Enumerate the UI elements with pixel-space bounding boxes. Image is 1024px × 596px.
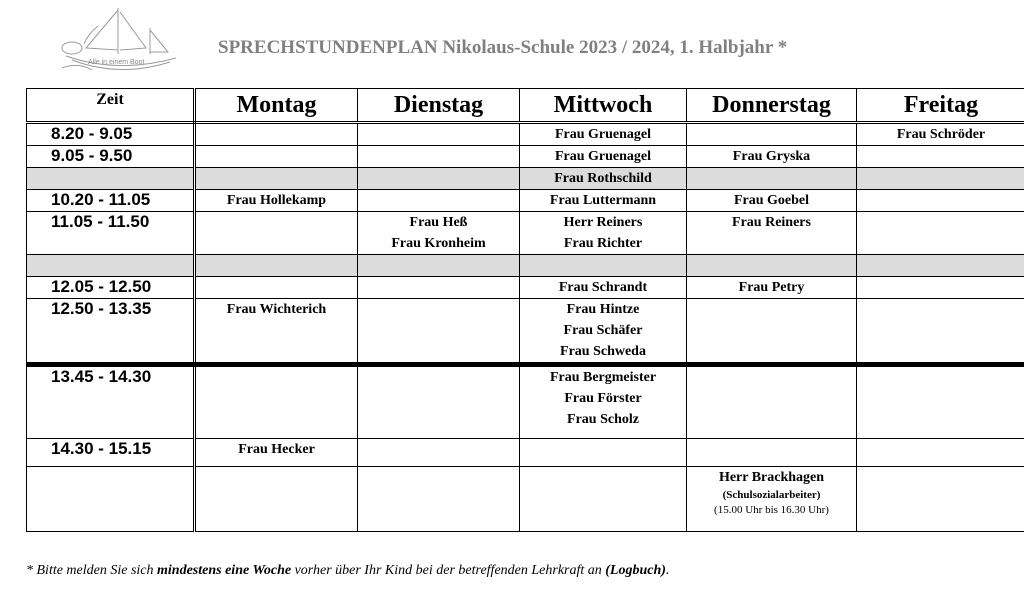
special-hours: (15.00 Uhr bis 16.30 Uhr) (714, 504, 829, 516)
special-name: Herr Brackhagen (718, 470, 825, 485)
table-row (27, 277, 1024, 299)
table-row (27, 299, 1024, 365)
schedule-cell (195, 439, 358, 467)
schedule-cell (857, 146, 1024, 168)
schedule-cell (520, 168, 687, 190)
footnote (26, 563, 669, 579)
time-cell: 10.20 - 11.05 (27, 190, 195, 212)
schedule-cell (857, 123, 1024, 146)
schedule-cell (358, 365, 520, 439)
schedule-cell (195, 299, 358, 365)
time-cell: 14.30 - 15.15 (27, 439, 195, 467)
footnote-text-2: vorher über Ihr Kind bei der betreffenden Lehrkraft an (291, 563, 606, 578)
schedule-cell (520, 277, 687, 299)
time-cell: 9.05 - 9.50 (27, 146, 195, 168)
column-header-montag: Montag (195, 89, 358, 123)
schedule-cell (520, 255, 687, 277)
schedule-cell (520, 439, 687, 467)
schedule-cell (857, 212, 1024, 255)
teacher-name: Frau Scholz (567, 412, 639, 427)
table-row (27, 168, 1024, 190)
schedule-cell (520, 123, 687, 146)
time-cell: 11.05 - 11.50 (27, 212, 195, 255)
table-row (27, 467, 1024, 532)
school-logo (58, 4, 184, 76)
teacher-name: Frau Förster (564, 391, 642, 406)
teacher-name: Frau Bergmeister (549, 370, 657, 385)
teacher-name: Frau Petry (738, 280, 805, 295)
teacher-name: Frau Gruenagel (554, 149, 652, 164)
logo-text: Alle in einem Boot (88, 59, 145, 66)
column-header-donnerstag: Donnerstag (687, 89, 857, 123)
schedule-cell (358, 190, 520, 212)
schedule-cell (195, 190, 358, 212)
column-header-mittwoch: Mittwoch (520, 89, 687, 123)
schedule-cell (520, 190, 687, 212)
schedule-cell (358, 212, 520, 255)
table-row (27, 212, 1024, 255)
time-cell: 12.50 - 13.35 (27, 299, 195, 365)
teacher-name: Herr Reiners (563, 215, 643, 230)
teacher-name: Frau Schrandt (558, 280, 648, 295)
schedule-cell (358, 123, 520, 146)
schedule-cell (358, 299, 520, 365)
schedule-cell (195, 146, 358, 168)
teacher-name: Frau Heß (409, 215, 468, 230)
table-row (27, 190, 1024, 212)
column-header-zeit: Zeit (27, 89, 195, 123)
teacher-name: Frau Schäfer (563, 323, 643, 338)
schedule-cell (195, 123, 358, 146)
schedule-cell (520, 467, 687, 532)
schedule-cell (857, 168, 1024, 190)
schedule-cell (687, 277, 857, 299)
teacher-name: Frau Hintze (566, 302, 640, 317)
schedule-cell (687, 123, 857, 146)
schedule-cell (857, 439, 1024, 467)
schedule-cell (520, 365, 687, 439)
table-row (27, 365, 1024, 439)
schedule-cell (195, 212, 358, 255)
schedule-cell (687, 146, 857, 168)
schedule-cell (520, 212, 687, 255)
schedule-cell (195, 467, 358, 532)
schedule-cell (857, 299, 1024, 365)
table-row (27, 123, 1024, 146)
schedule-cell (358, 146, 520, 168)
table-row (27, 146, 1024, 168)
footnote-text-1: * Bitte melden Sie sich (26, 563, 158, 578)
schedule-cell (358, 439, 520, 467)
table-row (27, 255, 1024, 277)
column-header-dienstag: Dienstag (358, 89, 520, 123)
schedule-cell (195, 277, 358, 299)
teacher-name: Frau Hecker (238, 442, 315, 457)
schedule-cell (358, 467, 520, 532)
time-cell: 13.45 - 14.30 (27, 365, 195, 439)
schedule-cell (687, 255, 857, 277)
schedule-cell (520, 146, 687, 168)
teacher-name: Frau Wichterich (226, 302, 327, 317)
schedule-cell (358, 255, 520, 277)
schedule-cell (857, 277, 1024, 299)
schedule-cell (195, 255, 358, 277)
teacher-name: Frau Rothschild (554, 171, 652, 186)
schedule-cell (687, 467, 857, 532)
schedule-table (26, 88, 1024, 532)
footnote-text-3: . (665, 563, 670, 578)
schedule-cell (687, 212, 857, 255)
schedule-cell (687, 365, 857, 439)
schedule-cell (358, 277, 520, 299)
schedule-cell (687, 190, 857, 212)
footnote-bold-2: (Logbuch) (605, 563, 666, 578)
schedule-cell (857, 467, 1024, 532)
schedule-cell (857, 365, 1024, 439)
time-cell (27, 168, 195, 190)
teacher-name: Frau Reiners (732, 215, 811, 230)
schedule-cell (195, 365, 358, 439)
schedule-cell (857, 255, 1024, 277)
teacher-name: Frau Luttermann (549, 193, 657, 208)
teacher-name: Frau Schröder (896, 127, 986, 142)
page-title: SPRECHSTUNDENPLAN Nikolaus-Schule 2023 / 2024, 1. Halbjahr * (218, 37, 788, 58)
schedule-cell (687, 168, 857, 190)
time-cell: 8.20 - 9.05 (27, 123, 195, 146)
schedule-cell (857, 190, 1024, 212)
table-header-row (27, 89, 1024, 123)
time-cell (27, 255, 195, 277)
time-cell: 12.05 - 12.50 (27, 277, 195, 299)
time-cell (27, 467, 195, 532)
schedule-cell (195, 168, 358, 190)
schedule-cell (358, 168, 520, 190)
schedule-cell (520, 299, 687, 365)
footnote-bold-1: mindestens eine Woche (157, 563, 292, 578)
special-role: (Schulsozialarbeiter) (722, 489, 821, 501)
teacher-name: Frau Gryska (732, 149, 811, 164)
schedule-cell (687, 299, 857, 365)
teacher-name: Frau Richter (563, 236, 643, 251)
teacher-name: Frau Gruenagel (554, 127, 652, 142)
teacher-name: Frau Goebel (733, 193, 810, 208)
schedule-cell (687, 439, 857, 467)
column-header-freitag: Freitag (857, 89, 1024, 123)
teacher-name: Frau Hollekamp (226, 193, 327, 208)
table-row (27, 439, 1024, 467)
teacher-name: Frau Schweda (560, 344, 646, 359)
teacher-name: Frau Kronheim (391, 236, 486, 251)
